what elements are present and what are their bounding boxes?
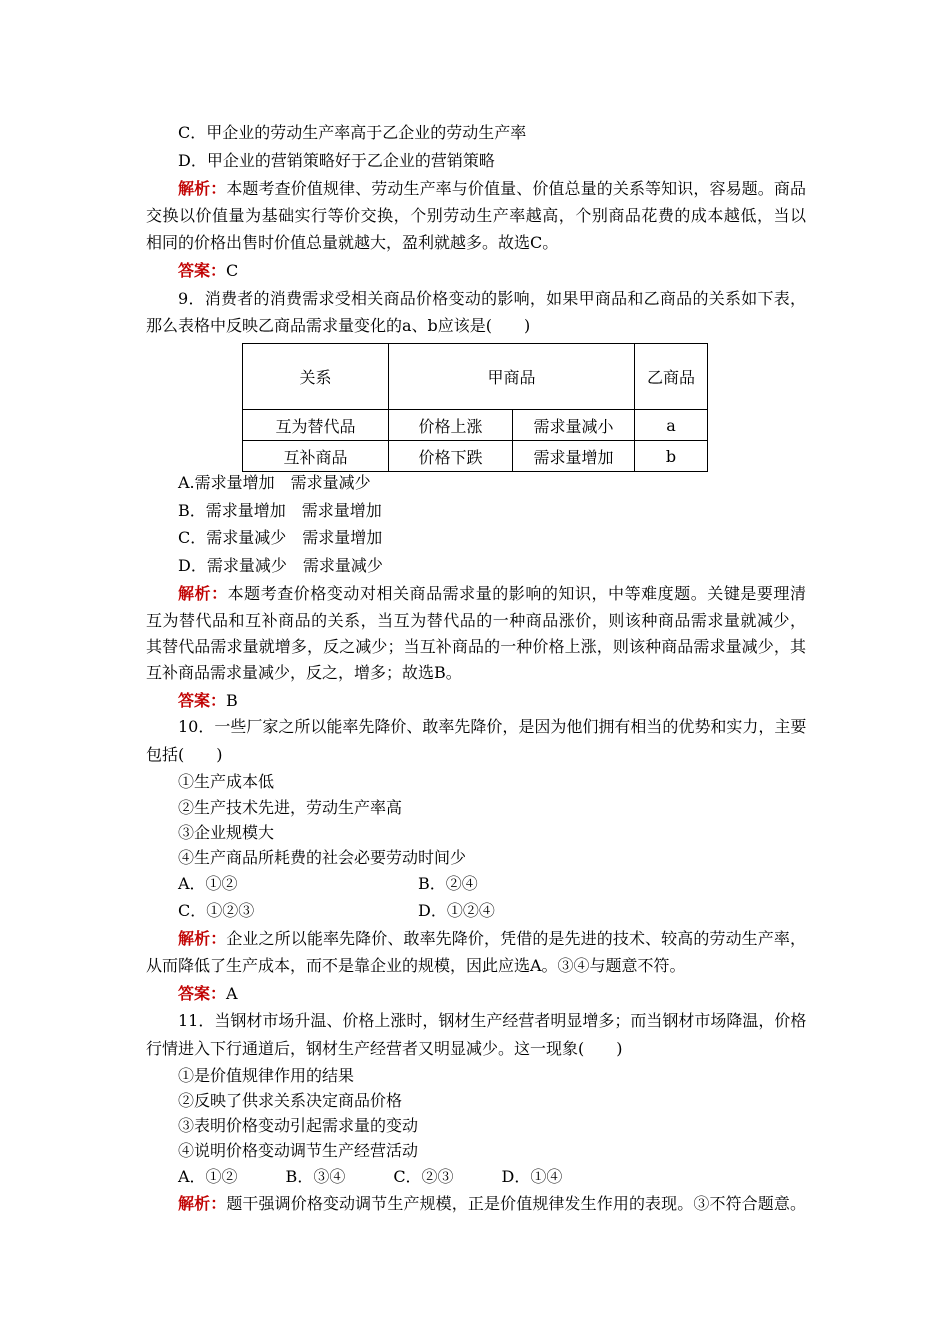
analysis-text: 本题考查价格变动对相关商品需求量的影响的知识，中等难度题。关键是要理清 [227,584,806,603]
table-header-cell: 甲商品 [389,344,635,410]
answer-label: 答案： [178,984,227,1003]
q9-option-c: C．需求量减少 需求量增加 [178,528,383,547]
answer-value: C [226,261,239,280]
q9-option-a: A.需求量增加 需求量减少 [178,473,371,492]
q9-stem-line-1: 9．消费者的消费需求受相关商品价格变动的影响，如果甲商品和乙商品的关系如下表， [178,289,806,308]
answer-value: A [226,984,238,1003]
q10-option-d: D．①②④ [418,901,495,920]
q11-analysis-line-1 [178,1193,806,1215]
table-cell: 价格下跌 [389,441,513,472]
q11-item-4: ④说明价格变动调节生产经营活动 [178,1141,419,1160]
table-cell: a [635,410,708,441]
table-header-row [243,344,708,410]
answer-label: 答案： [178,691,227,710]
analysis-label: 解析： [178,179,227,198]
analysis-text: 企业之所以能率先降价、敢率先降价，凭借的是先进的技术、较高的劳动生产率， [226,929,806,948]
q10-option-b: B．②④ [418,874,478,893]
q9-option-b: B．需求量增加 需求量增加 [178,501,382,520]
q11-item-2: ②反映了供求关系决定商品价格 [178,1091,403,1110]
table-row [243,441,708,472]
q9-option-d: D．需求量减少 需求量减少 [178,556,383,575]
q9-relation-table [242,343,708,472]
analysis-label: 解析： [178,584,228,603]
q8-analysis-line-3: 相同的价格出售时价值总量就越大，盈利就越多。故选C。 [146,233,559,252]
q10-item-1: ①生产成本低 [178,772,275,791]
q10-item-2: ②生产技术先进，劳动生产率高 [178,798,403,817]
q9-analysis-line-3: 其替代品需求量就增多，反之减少；当互补商品的一种价格上涨，则该种商品需求量减少，其 [146,637,806,656]
table-cell: b [635,441,708,472]
q11-stem-line-2: 行情进入下行通道后，钢材生产经营者又明显减少。这一现象( ) [146,1039,623,1058]
q8-option-c: C．甲企业的劳动生产率高于乙企业的劳动生产率 [178,123,527,142]
q10-item-4: ④生产商品所耗费的社会必要劳动时间少 [178,848,467,867]
q10-options-row-2 [178,900,254,922]
analysis-label: 解析： [178,1194,227,1213]
q11-stem-line-1: 11．当钢材市场升温、价格上涨时，钢材生产经营者明显增多；而当钢材市场降温，价格 [178,1011,807,1030]
q10-item-3: ③企业规模大 [178,823,275,842]
q9-analysis-line-2: 互为替代品和互补商品的关系，当互为替代品的一种商品涨价，则该种商品需求量就减少， [146,611,806,630]
table-cell: 互为替代品 [243,410,389,441]
q10-analysis-line-1 [178,928,806,950]
q8-option-d: D．甲企业的营销策略好于乙企业的营销策略 [178,151,495,170]
table-cell: 需求量减小 [513,410,635,441]
q10-option-c: C．①②③ [178,901,255,920]
q10-answer [178,983,238,1005]
q9-analysis-line-1 [178,583,806,605]
q10-analysis-line-2: 从而降低了生产成本，而不是靠企业的规模，因此应选A。③④与题意不符。 [146,956,686,975]
answer-value: B [226,691,238,710]
table-cell: 需求量增加 [513,441,635,472]
q8-answer [178,260,238,282]
q11-item-3: ③表明价格变动引起需求量的变动 [178,1116,419,1135]
q10-stem-line-1: 10．一些厂家之所以能率先降价、敢率先降价，是因为他们拥有相当的优势和实力，主要 [178,717,807,736]
analysis-text: 题干强调价格变动调节生产规模，正是价值规律发生作用的表现。③不符合题意。 [226,1194,806,1213]
q9-stem-line-2: 那么表格中反映乙商品需求量变化的a、b应该是( ) [146,316,531,335]
table-row [243,410,708,441]
q11-options: A．①② B．③④ C．②③ D．①④ [178,1167,563,1186]
q10-options-row-1 [178,873,238,895]
q9-answer [178,690,238,712]
q10-stem-line-2: 包括( ) [146,745,223,764]
table-cell: 价格上涨 [389,410,513,441]
table-header-cell: 乙商品 [635,344,708,410]
answer-label: 答案： [178,261,227,280]
analysis-label: 解析： [178,929,227,948]
q10-option-a: A．①② [178,874,238,893]
analysis-text: 本题考查价值规律、劳动生产率与价值量、价值总量的关系等知识，容易题。商品 [226,179,806,198]
q11-item-1: ①是价值规律作用的结果 [178,1066,355,1085]
table-cell: 互补商品 [243,441,389,472]
q9-analysis-line-4: 互补商品需求量减少，反之，增多；故选B。 [146,663,462,682]
table-header-cell: 关系 [243,344,389,410]
q8-analysis-line-2: 交换以价值量为基础实行等价交换，个别劳动生产率越高，个别商品花费的成本越低，当以 [146,206,806,225]
q8-analysis-line-1 [178,178,806,200]
